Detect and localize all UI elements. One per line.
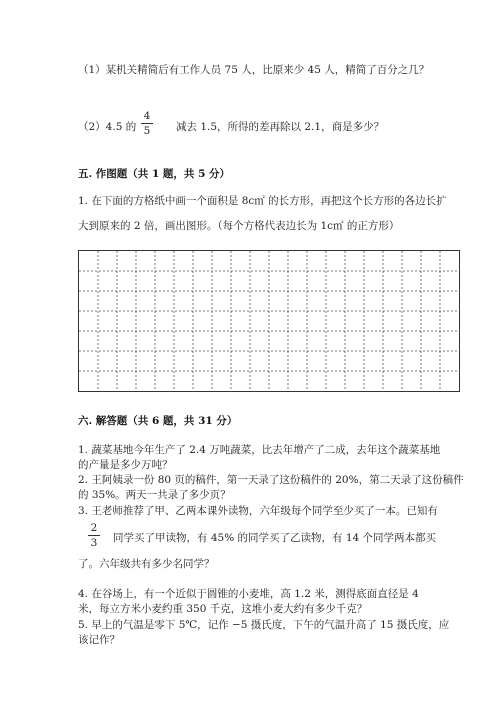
question-6-2-line1: 2. 王阿姨录一份 80 页的稿件，第一天录了这份稿件的 20%，第二天录了这份稿件: [78, 474, 464, 486]
question-4-2-suffix: 减去 1.5，所得的差再除以 2.1，商是多少？: [176, 121, 385, 133]
fraction-two-thirds: [87, 522, 101, 549]
section-5-title: 五. 作图题（共 1 题，共 5 分）: [78, 168, 231, 180]
question-6-3-line2: 同学买了甲读物，有 45% 的同学买了乙读物，有 14 个同学两本都买: [113, 532, 437, 544]
question-6-2-line2: 的 35%。两天一共录了多少页？: [78, 489, 231, 501]
fraction-bar: [141, 123, 153, 124]
question-6-4-line2: 米，每立方米小麦约重 350 千克，这堆小麦大约有多少千克？: [78, 603, 368, 615]
question-6-3-line1: 3. 王老师推荐了甲、乙两本课外读物，六年级每个同学至少买了一本。已知有: [78, 505, 438, 517]
fraction-denominator: 3: [90, 537, 98, 549]
question-5-1-line1: 1. 在下面的方格纸中画一个面积是 8c㎡ 的长方形，再把这个长方形的各边长扩: [78, 195, 447, 207]
question-6-5-line2: 该记作？: [78, 634, 120, 646]
question-4-1: （1）某机关精简后有工作人员 75 人，比原来少 45 人，精简了百分之几？: [78, 64, 430, 76]
question-6-1-line1: 1. 蔬菜基地今年生产了 2.4 万吨蔬菜，比去年增产了二成，去年这个蔬菜基地: [78, 444, 441, 456]
section-6-title: 六. 解答题（共 6 题，共 31 分）: [78, 415, 238, 427]
fraction-denominator: 5: [143, 125, 151, 137]
fraction-four-fifths: [140, 110, 154, 137]
question-5-1-line2: 大到原来的 2 倍，画出图形。（每个方格代表边长为 1c㎡ 的正方形）: [78, 220, 400, 232]
fraction-numerator: 4: [143, 110, 151, 122]
grid-lines: [79, 251, 459, 391]
question-4-2-prefix: （2）4.5 的: [78, 121, 137, 133]
fraction-numerator: 2: [90, 522, 98, 534]
question-6-4-line1: 4. 在谷场上，有一个近似于圆锥的小麦堆，高 1.2 米，测得底面直径是 4: [78, 588, 419, 600]
question-6-1-line2: 的产量是多少万吨？: [78, 459, 173, 471]
question-6-5-line1: 5. 早上的气温是零下 5℃，记作 −5 摄氏度，下午的气温升高了 15 摄氏度，应: [78, 619, 450, 631]
grid-paper[interactable]: [78, 250, 460, 392]
fraction-bar: [88, 535, 100, 536]
question-6-3-line3: 了。六年级共有多少名同学？: [78, 558, 215, 570]
